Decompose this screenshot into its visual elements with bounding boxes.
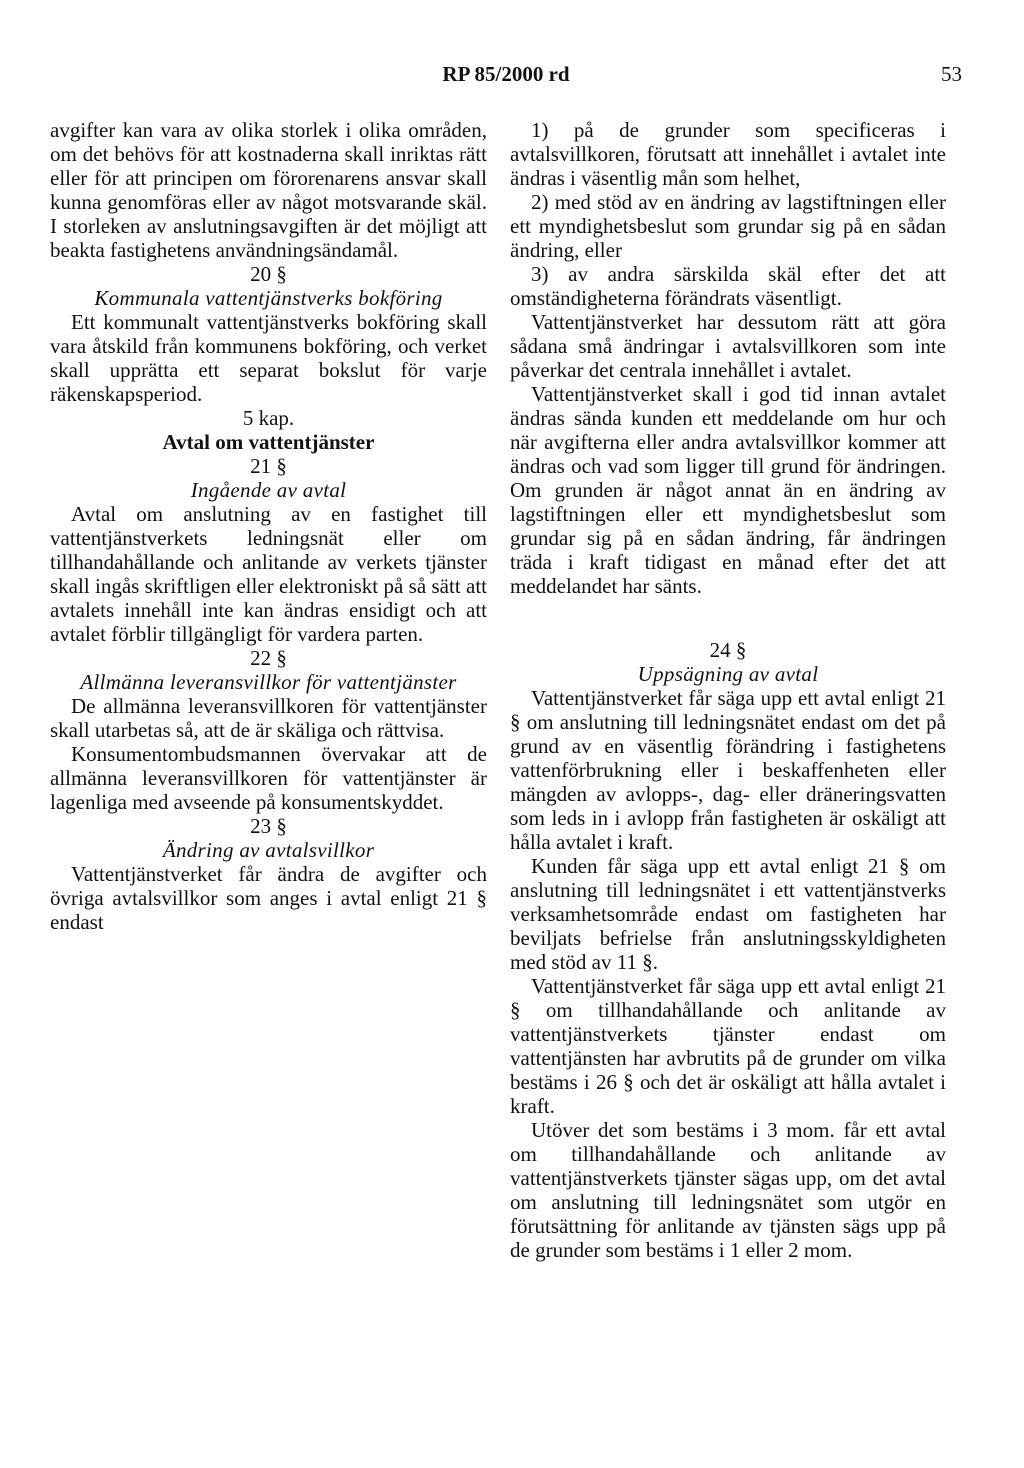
section-23-heading: Ändring av avtalsvillkor — [162, 838, 375, 862]
list-item-3: 3) av andra särskilda skäl efter det att omständigheterna förändrats väsentligt. — [510, 262, 946, 310]
section-24-paragraph-1: Vattentjänstverket får säga upp ett avtal enligt 21 § om anslutning till ledningsnätet endast om det på grund av en väsentlig förändring i fastighetens vattenförbrukning eller i beskaffenheten eller mängden av avlopps-, dag- eller dräneringsvatten som leds in i avlopp från fastigheten är oskäligt att hålla avtalet i kraft. — [510, 686, 946, 854]
section-24-paragraph-2: Kunden får säga upp ett avtal enligt 21 § om anslutning till ledningsnätet i ett vattentjänstverks verksamhetsområde endast om fastigheten har beviljats befrielse från anslutningsskyldigheten med stöd av 11 §. — [510, 854, 946, 974]
section-24-number: 24 § — [709, 638, 747, 662]
section-20-heading: Kommunala vattentjänstverks bokföring — [94, 286, 443, 310]
section-20-number: 20 § — [250, 262, 287, 286]
left-column — [50, 118, 487, 934]
section-22-paragraph-2: Konsumentombudsmannen övervakar att de allmänna leveransvillkoren för vattentjänster är lagenliga med avseende på konsumentskyddet. — [50, 742, 487, 814]
section-21-number: 21 § — [250, 454, 287, 478]
section-21-heading: Ingående av avtal — [190, 478, 347, 502]
section-20-paragraph: Ett kommunalt vattentjänstverks bokföring skall vara åtskild från kommunens bokföring, och verket skall upprätta ett separat bokslut för varje räkenskapsperiod. — [50, 310, 487, 406]
document-title: RP 85/2000 rd — [442, 62, 570, 86]
section-22-paragraph-1: De allmänna leveransvillkoren för vattentjänster skall utarbetas så, att de är skäliga och rättvisa. — [50, 694, 487, 742]
section-23-paragraph: Vattentjänstverket får ändra de avgifter och övriga avtalsvillkor som anges i avtal enligt 21 § endast — [50, 862, 487, 934]
page-number: 53 — [941, 62, 962, 86]
chapter-title: Avtal om vattentjänster — [162, 430, 375, 454]
section-23-paragraph-2: Vattentjänstverket har dessutom rätt att göra sådana små ändringar i avtalsvillkoren som inte påverkar det centrala innehållet i avtalet. — [510, 310, 946, 382]
paragraph-continuation: avgifter kan vara av olika storlek i olika områden, om det behövs för att kostnaderna skall inriktas rätt eller för att principen om förorenarens ansvar skall kunna genomföras eller av något motsvarande skäl. I storleken av anslutningsavgiften är det möjligt att beakta fastighetens användningsändamål. — [50, 118, 487, 262]
section-24-paragraph-3: Vattentjänstverket får säga upp ett avtal enligt 21 § om tillhandahållande och anlitande av vattentjänstverkets tjänster endast om vattentjänsten har avbrutits på de grunder om vilka bestäms i 26 § och det är oskäligt att hålla avtalet i kraft. — [510, 974, 946, 1118]
section-22-number: 22 § — [250, 646, 287, 670]
section-24-heading: Uppsägning av avtal — [637, 662, 819, 686]
section-24-paragraph-4: Utöver det som bestäms i 3 mom. får ett avtal om tillhandahållande och anlitande av vattentjänstverkets tjänster sägas upp, om det avtal om anslutning till ledningsnätet som utgör en förutsättning för anlitande av tjänsten sägs upp på de grunder som bestäms i 1 eller 2 mom. — [510, 1118, 946, 1262]
chapter-number: 5 kap. — [242, 406, 295, 430]
section-23-number: 23 § — [250, 814, 287, 838]
list-item-1: 1) på de grunder som specificeras i avtalsvillkoren, förutsatt att innehållet i avtalet inte ändras i väsentlig mån som helhet, — [510, 118, 946, 190]
list-item-2: 2) med stöd av en ändring av lagstiftningen eller ett myndighetsbeslut som grundar sig på en sådan ändring, eller — [510, 190, 946, 262]
section-21-paragraph: Avtal om anslutning av en fastighet till vattentjänstverkets ledningsnät eller om tillhandahållande och anlitande av verkets tjänster skall ingås skriftligen eller elektroniskt på så sätt att avtalets innehåll inte kan ändras ensidigt och att avtalet förblir tillgängligt för vardera parten. — [50, 502, 487, 646]
section-spacer — [510, 598, 946, 638]
section-22-heading: Allmänna leveransvillkor för vattentjänster — [80, 670, 457, 694]
section-23-paragraph-3: Vattentjänstverket skall i god tid innan avtalet ändras sända kunden ett meddelande om hur och när avgifterna eller andra avtalsvillkor kommer att ändras och vad som ligger till grund för ändringen. Om grunden är något annat än en ändring av lagstiftningen eller ett myndighetsbeslut som grundar sig på en sådan ändring, får ändringen träda i kraft tidigast en månad efter det att meddelandet har sänts. — [510, 382, 946, 598]
right-column — [510, 118, 946, 1262]
page-header — [50, 62, 962, 92]
